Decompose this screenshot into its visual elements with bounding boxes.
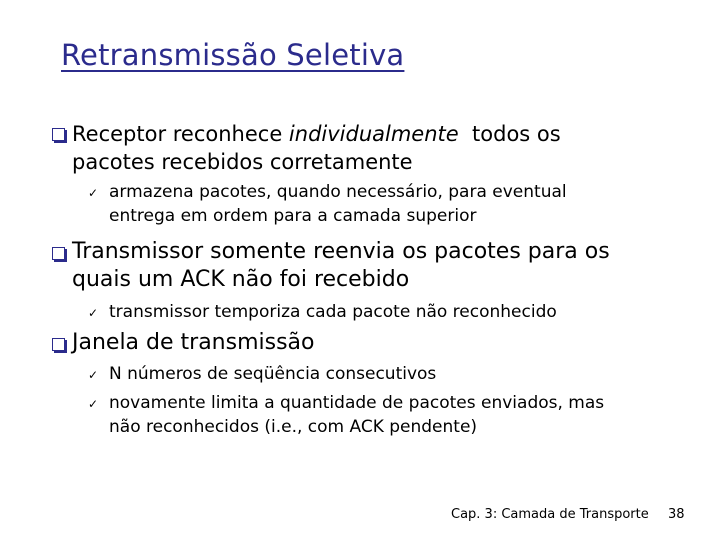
bullet-3-sub-1-line-1: N números de seqüência consecutivos <box>109 364 437 384</box>
bullet-2-sub-1-line-1: transmissor temporiza cada pacote não reconhecido <box>109 302 557 322</box>
square-bullet-icon <box>52 128 65 141</box>
footer-chapter: Cap. 3: Camada de Transporte <box>451 507 649 522</box>
checkmark-icon: ✓ <box>88 186 99 200</box>
bullet-2-line-1: Transmissor somente reenvia os pacotes para os <box>72 239 610 264</box>
bullet-3-sub-2-line-1: novamente limita a quantidade de pacotes enviados, mas <box>109 393 605 413</box>
page-number: 38 <box>668 507 685 522</box>
bullet-1-sub-1-line-1: armazena pacotes, quando necessário, para eventual <box>109 182 567 202</box>
bullet-3-line-1: Janela de transmissão <box>72 330 315 355</box>
checkmark-icon: ✓ <box>88 368 99 382</box>
bullet-1-text-b: todos os <box>458 122 561 146</box>
bullet-1-text-a: Receptor reconhece <box>72 122 289 146</box>
bullet-1-emphasis: individualmente <box>288 122 459 146</box>
bullet-2-line-2: quais um ACK não foi recebido <box>72 267 410 292</box>
bullet-1-line-2: pacotes recebidos corretamente <box>72 150 413 174</box>
square-bullet-icon <box>52 247 65 260</box>
bullet-1-line-1 <box>72 120 561 148</box>
checkmark-icon: ✓ <box>88 306 99 320</box>
square-bullet-icon <box>52 338 65 351</box>
bullet-3-sub-2-line-2: não reconhecidos (i.e., com ACK pendente) <box>109 417 478 437</box>
bullet-1-sub-1-line-2: entrega em ordem para a camada superior <box>109 206 477 226</box>
checkmark-icon: ✓ <box>88 397 99 411</box>
slide-title: Retransmissão Seletiva <box>61 38 405 72</box>
